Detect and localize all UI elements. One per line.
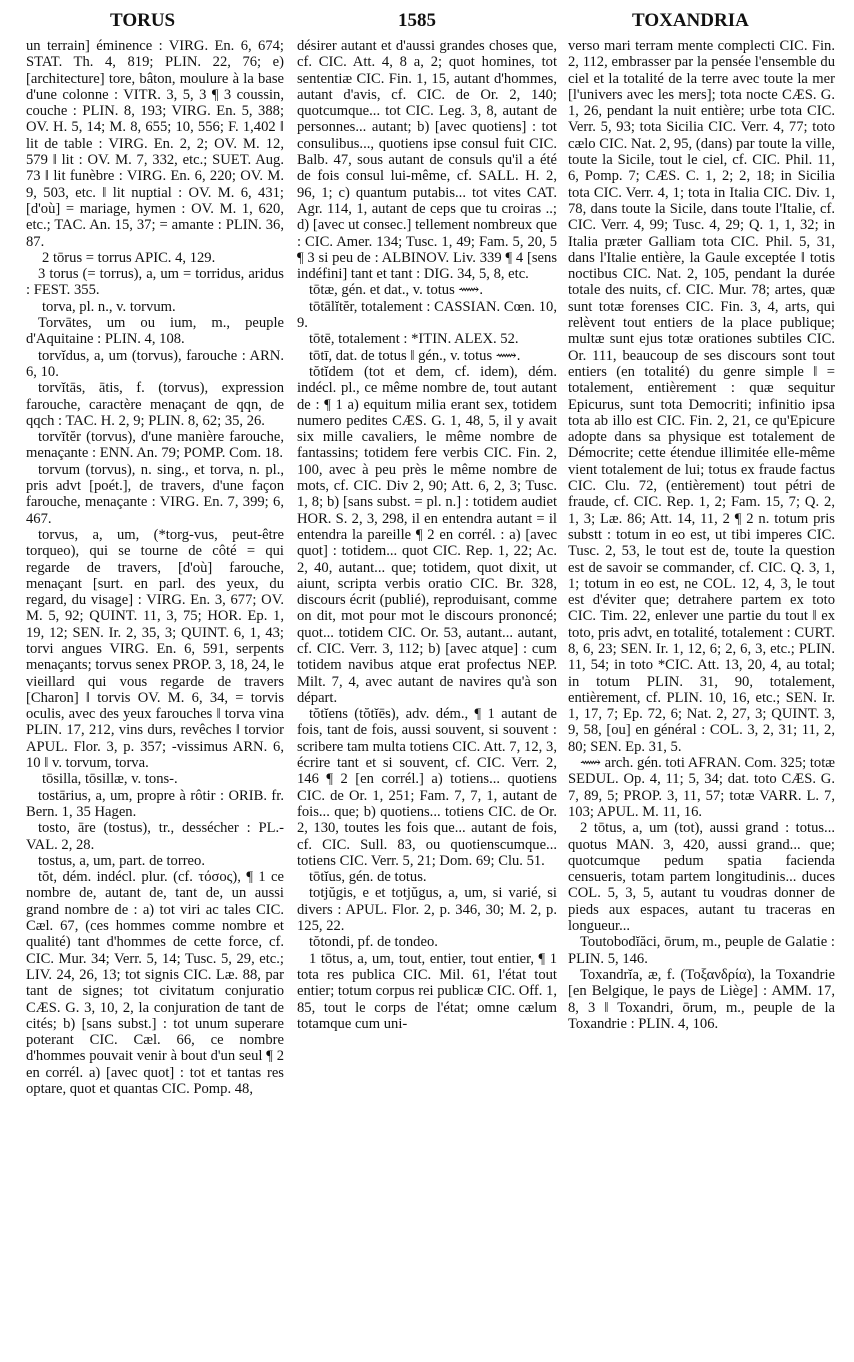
dictionary-entry: torvĭdus, a, um (torvus), farouche : ARN. 6, 10. [26,347,284,380]
entry-continuation: désirer autant et d'aussi grandes choses que, cf. CIC. Att. 4, 8 a, 2; quot homines, tot sententiæ CIC. Fin. 1, 15, autant d'hommes, autant d'avis, cf. CIC. de Or. 2, 140; quotcumque... tot CIC. Leg. 3, 8, autant de personnes... autant; b) [avec quotiens] : tot consulibus..., quotiens ipse consul fuit CIC. Balb. 47, sous autant de consuls qu'il a été de fois consul lui-même, cf. SALL. H. 2, 96, 1; c) quantum putabis... tot vites CAT. Agr. 114, 1, autant de ceps que tu croiras ..; d) [avec ut consec.] tellement nombreux que : CIC. Amer. 134; Tusc. 1, 49; Fam. 5, 20, 5 ¶ 3 si peu de : ALBINOV. Liv. 339 ¶ 4 [sens indéfini] tant et tant : DIG. 34, 5, 8, etc. [297,38,557,283]
dictionary-entry: tŏtĭens (tŏtĭēs), adv. dém., ¶ 1 autant de fois, tant de fois, aussi souvent, si souvent : scribere tam multa totiens CIC. Att. 7, 12, 3, écrire tant et si souvent, cf. CIC. Verr. 2, 146 ¶ 2 [en corrél.] a) totiens... quotiens CIC. de Or. 1, 251; Fam. 7, 7, 1, autant de fois... que; b) quotiens... totiens CIC. de Or. 2, 130, toutes les fois que... autant de fois, cf. CIC. Sull. 83, ou quotienscumque... totiens CIC. Verr. 5, 21; Dom. 69; Clu. 51. [297,706,557,869]
column-right [568,38,835,1358]
running-head-right: TOXANDRIA [632,10,749,31]
dictionary-entry: torvĭtĕr (torvus), d'une manière farouche, menaçante : ENN. An. 79; POMP. Com. 18. [26,429,284,462]
running-head-left: TORUS [110,10,176,31]
dictionary-entry: 1 tōtus, a, um, tout, entier, tout entier, ¶ 1 tota res publica CIC. Mil. 61, l'état tout entier; totum corpus rei publicæ CIC. Off. 1, 85, tout le corps de l'état; omne cælum totamque cum uni- [297,950,557,1032]
page-header [0,6,854,36]
dictionary-entry: tŏt, dém. indécl. plur. (cf. τόσος), ¶ 1 ce nombre de, autant de, tant de, un aussi grand nombre de : a) tot viri ac tales CIC. Cæl. 67, (ces hommes comme nombre et qualité) tant d'hommes de cette force, cf. CIC. Mur. 34; Verr. 5, 14; Tusc. 5, 29, etc.; LIV. 24, 26, 13; tot signis CIC. Læ. 88, par tant de signes; tot civitatum conjuratio CÆS. G. 3, 10, 2, la conjuration de tant de cités; b) [sans subst.] : tot unum superare poterant CIC. Cæl. 66, ce nombre d'hommes pouvait venir à bout d'un seul ¶ 2 en corrél. a) [avec quot] : tot et tantas res optare, quot et quantas CIC. Pomp. 48, [26,869,284,1097]
dictionary-entry: tōtæ, gén. et dat., v. totus ⟿. [309,282,484,299]
column-left [26,38,284,1358]
dictionary-entry: torvus, a, um, (*torg-vus, peut-être torqueo), qui se tourne de côté = qui regarde de travers, [d'où] farouche, menaçant [surt. en parl. des yeux, du regard, du visage] : VIRG. En. 3, 677; OV. M. 5, 92; QUINT. 11, 3, 75; HOR. Ep. 1, 19, 12; SEN. Ir. 2, 35, 3; QUINT. 6, 1, 43; torvi angues VIRG. En. 6, 591, serpents menaçants; torvus senex PROP. 3, 18, 24, le vieillard qui vous regarde de travers [Charon] ‖ torvis OV. M. 6, 34, = torvis oculis, avec des yeux farouches ‖ torva vina PLIN. 17, 212, vins durs, revêches ‖ torvior APUL. Flor. 3, p. 357; -vissimus ARN. 6, 10 ‖ v. torvum, torva. [26,526,284,772]
entry-continuation: verso mari terram mente complecti CIC. Fin. 2, 112, embrasser par la pensée l'ensemble du ciel et la totalité de la terre avec toute la mer [l'univers avec les mers]; tota nocte CÆS. G. 1, 26, pendant la nuit entière; urbe tota CIC. Verr. 5, 93; tota Sicilia CIC. Verr. 4, 77; toto cælo CIC. Nat. 2, 95, (dans) par toute la ville, toute la Sicile, tout le ciel, cf. CIC. Phil. 11, 6, Pomp. 7; CÆS. C. 1, 2; 2, 18; in Sicilia tota CIC. Verr. 4, 1; tota in Italia CIC. Div. 1, 78, dans toute la Sicile, dans toute l'Italie, cf. CIC. Verr. 4, 99; Tusc. 4, 29; Q. 1, 1, 32; in Italia præter Galliam tota CIC. Phil. 5, 31, dans l'Italie entière, la Gaule exceptée ‖ totis noctibus CIC. Nat. 2, 105, pendant la durée totale des nuits, cf. CIC. Mur. 78; artes, quæ sunt totæ forenses CIC. Fin. 3, 4, arts, qui relèvent tout entiers de la place publique; multæ sunt ejus totæ orationes subtiles CIC. Or. 111, beaucoup de ses discours sont tout entiers (en totalité) du genre simple ‖ = totalement, entièrement : quæ sequitur Epicurus, sunt tota Democriti; infinitio ipsa tota ab illo est CIC. Fin. 2, 21, ce qu'Epicure adopte dans sa physique est totalement de Démocrite; cette étendue illimitée elle-même vient totalement de lui; totus ex fraude factus CIC. Clu. 72, (entièrement) tout pétri de fraude, cf. CIC. Rep. 1, 2; Fam. 15, 7; Q. 2, 1, 3; Læ. 86; Att. 14, 11, 2 ¶ 2 n. totum pris substt : totum in eo est, ut tibi imperes CIC. Tusc. 2, 53, le tout est de, toute la question est de savoir se commander, cf. CIC. Q. 3, 1, 1; totum in eo est, ne COL. 12, 4, 3, le tout est d'éviter que; detrahere partem ex toto CIC. Tim. 22, enlever une partie du tout ‖ ex toto, pris advt, en totalité, totalement : CURT. 8, 6, 23; SEN. Ir. 1, 12, 6; 2, 6, 3, etc.; PLIN. 11, 54; in toto *CIC. Att. 13, 20, 4, au total; in totum PLIN. 31, 90, totalement, entièrement, cf. PLIN. 10, 16, etc.; SEN. Ir. 1, 17, 7; Ep. 72, 6; Nat. 2, 27, 3; QUINT. 3, 9, 58, [ou] en général : COL. 3, 2, 31; 11, 2, 80; SEN. Ep. 31, 5. [568,38,835,755]
dictionary-entry: 3 torus (= torrus), a, um = torridus, aridus : FEST. 355. [26,266,284,299]
dictionary-entry: totjŭgis, e et totjŭgus, a, um, si varié, si divers : APUL. Flor. 2, p. 346, 30; M. 2, p. 125, 22. [297,885,557,935]
dictionary-entry: tostus, a, um, part. de torreo. [38,852,205,869]
dictionary-entry: tostārius, a, um, propre à rôtir : ORIB. fr. Bern. 1, 35 Hagen. [26,787,284,820]
page-number: 1585 [398,10,436,31]
dictionary-entry: tōtē, totalement : *ITIN. ALEX. 52. [309,331,519,348]
dictionary-entry: 2 tōrus = torrus APIC. 4, 129. [42,249,216,266]
dictionary-entry: Toxandrĭa, æ, f. (Τοξανδρία), la Toxandrie [en Belgique, le pays de Liège] : AMM. 17, 8, 3 ‖ Toxandri, ōrum, m., peuple de la Toxandrie : PLIN. 4, 106. [568,966,835,1032]
dictionary-entry: tŏtĭdem (tot et dem, cf. idem), dém. indécl. pl., ce même nombre de, tout autant de : ¶ 1 a) equitum milia erant sex, totidem numero pedites CÆS. G. 1, 48, 5, il y avait six mille cavaliers, le même nombre de fantassins; totidem fere verbis CIC. Fin. 2, 100, avec à peu près le même nombre de mots, cf. CIC. Div 2, 90; Att. 6, 2, 3; Tusc. 1, 8; b) [sans subst. = pl. n.] : totidem audiet HOR. S. 2, 3, 298, il en entendra autant = il entendra la pareille ¶ 2 en corrél. : a) [avec quot] : totidem... quot CIC. Rep. 1, 22; Ac. 2, 40, autant... que; totidem, quot dixit, ut aiunt, scripta verbis oratio CIC. Br. 328, discours écrit (publié), reproduisant, comme on dit, mot pour mot le discours prononcé; quot... totidem CIC. Or. 53, autant... autant, cf. CIC. Verr. 3, 112; b) [avec atque] : cum totidem navibus atque erat profectus NEP. Milt. 7, 4, avec autant de navires qu'à son départ. [297,363,557,706]
column-middle [297,38,557,1358]
dictionary-entry: torvĭtās, ātis, f. (torvus), expression farouche, caractère menaçant de qqn, de qqch : TAC. H. 2, 9; PLIN. 8, 62; 35, 26. [26,380,284,429]
dictionary-entry: torva, pl. n., v. torvum. [42,298,176,315]
dictionary-entry: tosto, āre (tostus), tr., dessécher : PL.-VAL. 2, 28. [26,820,284,853]
dictionary-entry: tōtĭus, gén. de totus. [309,869,427,886]
dictionary-entry: ⟿ arch. gén. toti AFRAN. Com. 325; totæ SEDUL. Op. 4, 11; 5, 34; dat. toto CÆS. G. 7, 89, 5; PROP. 3, 11, 57; totæ VARR. L. 7, 103; APUL. M. 11, 16. [568,755,835,820]
dictionary-entry: tōtālĭtĕr, totalement : CASSIAN. Cœn. 10, 9. [297,298,557,332]
dictionary-entry: Toutobodĭăci, ōrum, m., peuple de Galatie : PLIN. 5, 146. [568,934,835,967]
dictionary-entry: tŏtondi, pf. de tondeo. [309,934,438,951]
dictionary-entry: torvum (torvus), n. sing., et torva, n. pl., pris advt [poét.], de travers, d'une façon farouche, menaçante : VIRG. En. 7, 399; 6, 467. [26,461,284,527]
dictionary-entry: Torvātes, um ou ium, m., peuple d'Aquitaine : PLIN. 4, 108. [26,315,284,348]
entry-continuation: un terrain] éminence : VIRG. En. 6, 674; STAT. Th. 4, 819; PLIN. 22, 76; e) [architecture] tore, bâton, moulure à la base d'une colonne : VITR. 3, 5, 3 ¶ 3 coussin, couche : PLIN. 8, 193; VIRG. En. 5, 388; OV. H. 5, 14; M. 8, 655; 10, 556; F. 1,402 ‖ lit de table : VIRG. En. 2, 2; OV. M. 12, 579 ‖ lit : OV. M. 7, 332, etc.; SUET. Aug. 73 ‖ lit funèbre : VIRG. En. 6, 220; OV. M. 9, 503, etc. ‖ lit nuptial : OV. M. 6, 431; [d'où] = mariage, hymen : OV. M. 1, 620, etc.; TAC. An. 15, 37; = amante : PLIN. 36, 87. [26,38,284,250]
dictionary-entry: 2 tōtus, a, um (tot), aussi grand : totus... quotus MAN. 3, 420, aussi grand... que; quotcumque pedum spatia facienda censueris, totam partem longitudinis... duces COL. 5, 3, 5, autant tu voudras donner de pieds aux espaces, autant tu traceras en longueur... [568,820,835,935]
dictionary-entry: tōtī, dat. de totus ‖ gén., v. totus ⟿. [309,347,521,364]
dictionary-entry: tōsilla, tōsillæ, v. tons-. [42,771,178,788]
